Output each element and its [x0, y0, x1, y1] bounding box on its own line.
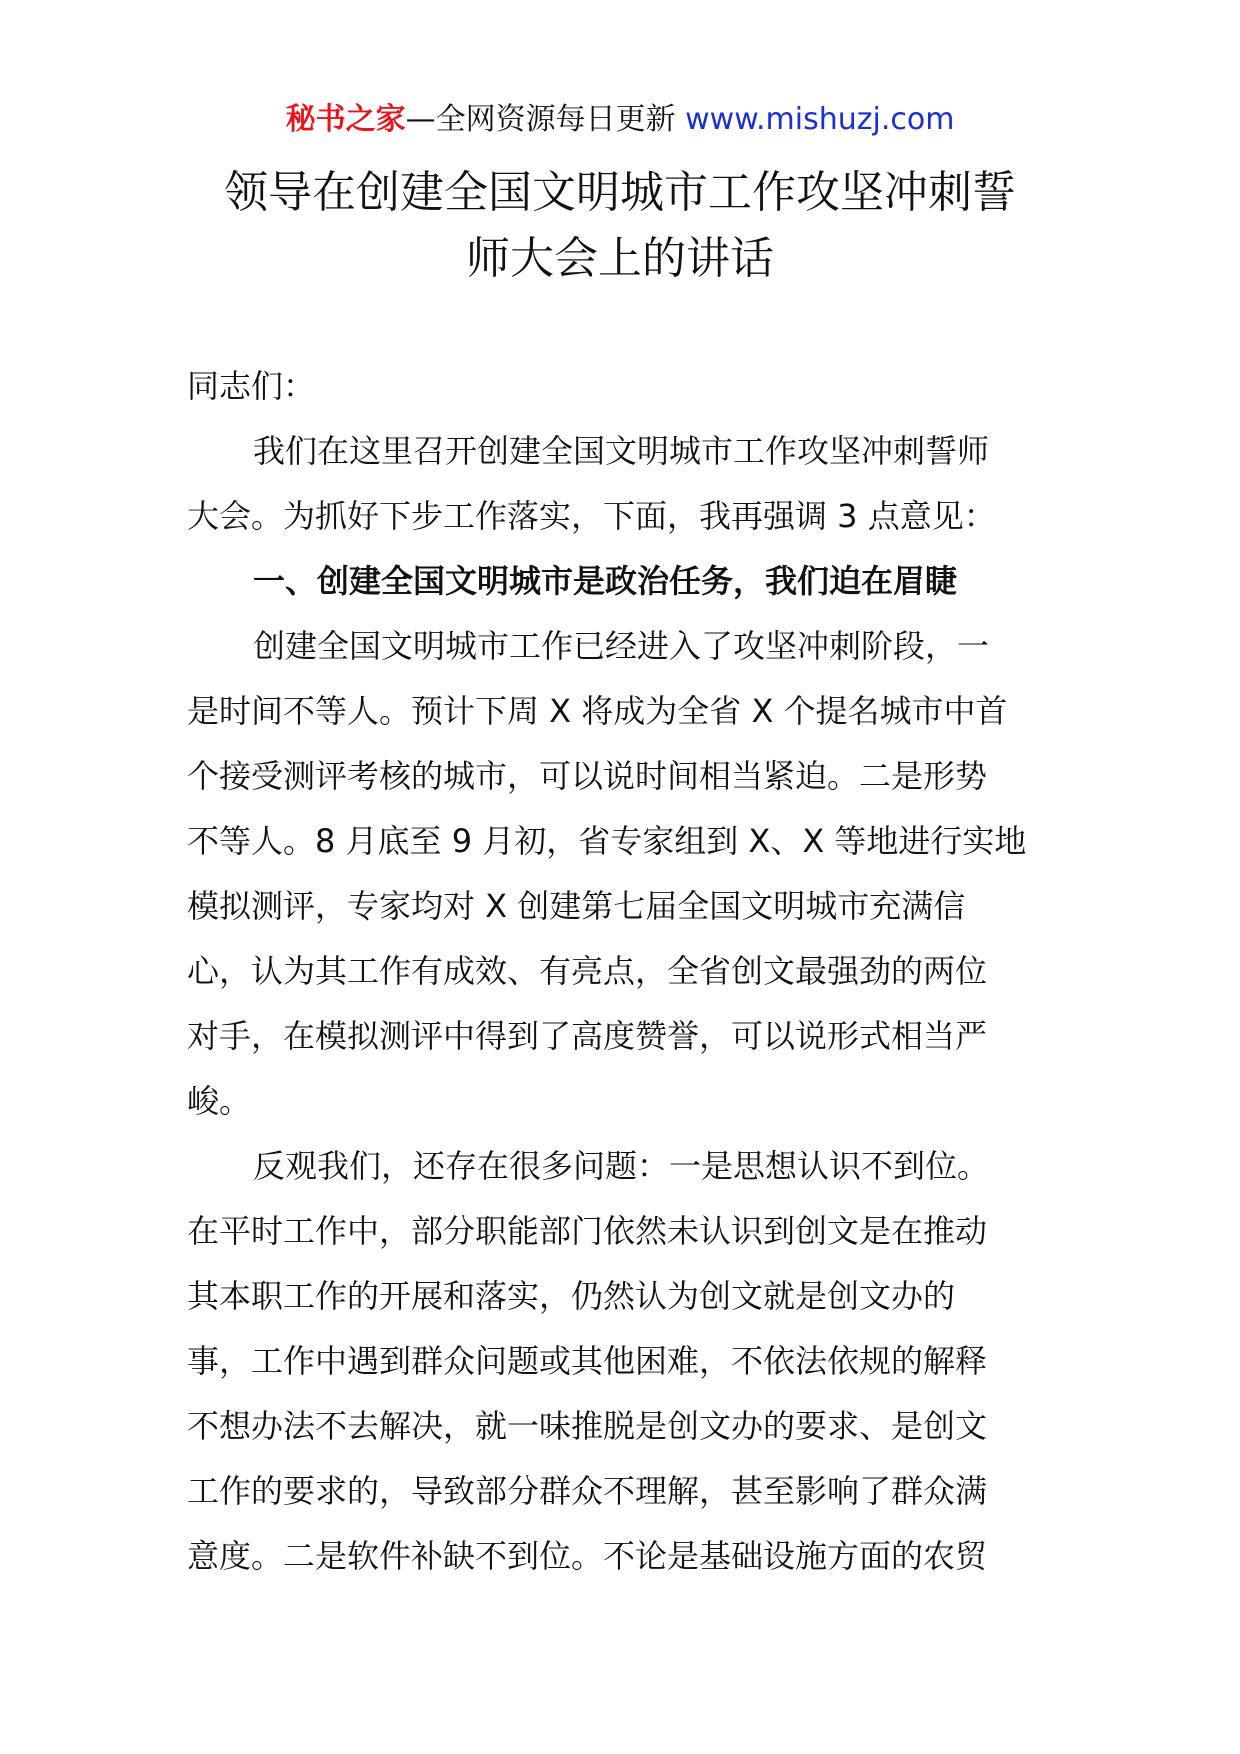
body-line: 创建全国文明城市工作已经进入了攻坚冲刺阶段，一	[253, 627, 990, 665]
site-header	[0, 100, 1240, 140]
title-line-1: 领导在创建全国文明城市工作攻坚冲刺誓	[224, 167, 1016, 218]
body-line: 峻。	[187, 1082, 252, 1120]
brand-name: 秘书之家	[285, 102, 406, 137]
body-line: 意度。二是软件补缺不到位。不论是基础设施方面的农贸	[187, 1537, 988, 1575]
section-heading-1: 一、创建全国文明城市是政治任务，我们迫在眉睫	[253, 562, 958, 600]
body-line: 我们在这里召开创建全国文明城市工作攻坚冲刺誓师	[253, 432, 990, 470]
body-line: 不等人。8 月底至 9 月初，省专家组到 X、X 等地进行实地	[187, 822, 1027, 860]
body-line: 其本职工作的开展和落实，仍然认为创文就是创文办的	[187, 1277, 956, 1315]
site-url-link[interactable]: www.mishuzj.com	[685, 102, 955, 137]
body-line: 是时间不等人。预计下周 X 将成为全省 X 个提名城市中首	[187, 692, 1008, 730]
site-tagline: —全网资源每日更新	[405, 102, 686, 137]
body-line: 模拟测评，专家均对 X 创建第七届全国文明城市充满信	[187, 887, 966, 925]
title-line-2: 师大会上的讲话	[466, 233, 774, 284]
body-line: 不想办法不去解决，就一味推脱是创文办的要求、是创文	[187, 1407, 988, 1445]
salutation: 同志们：	[187, 367, 316, 405]
document-title	[160, 160, 1080, 292]
body-line: 个接受测评考核的城市，可以说时间相当紧迫。二是形势	[187, 757, 988, 795]
document-body	[187, 354, 1057, 1589]
body-line: 心，认为其工作有成效、有亮点，全省创文最强劲的两位	[187, 952, 988, 990]
body-line: 在平时工作中，部分职能部门依然未认识到创文是在推动	[187, 1212, 988, 1250]
body-line: 大会。为抓好下步工作落实，下面，我再强调 3 点意见：	[187, 497, 996, 535]
body-line: 对手，在模拟测评中得到了高度赞誉，可以说形式相当严	[187, 1017, 988, 1055]
body-line: 工作的要求的，导致部分群众不理解，甚至影响了群众满	[187, 1472, 988, 1510]
body-line: 事，工作中遇到群众问题或其他困难，不依法依规的解释	[187, 1342, 988, 1380]
body-line: 反观我们，还存在很多问题：一是思想认识不到位。	[253, 1147, 990, 1185]
